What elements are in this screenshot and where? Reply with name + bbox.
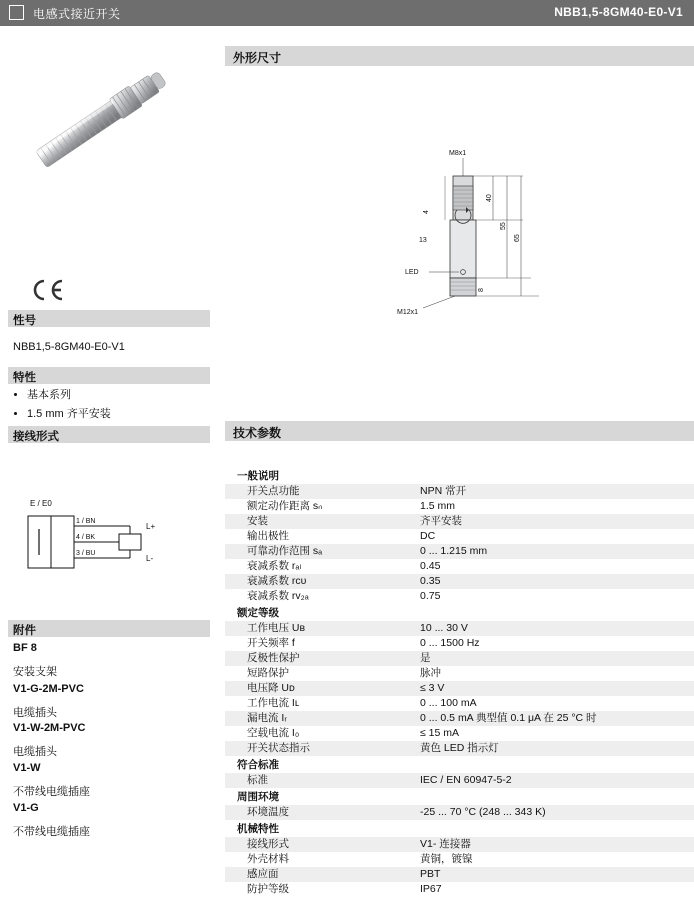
- accessory-desc: 安装支架: [13, 666, 57, 678]
- spec-value: PBT: [420, 867, 694, 882]
- list-item: • 基本系列: [27, 386, 111, 402]
- accessory-name: V1-G: [13, 802, 39, 814]
- spec-key: 开关状态指示: [225, 741, 420, 756]
- spec-key: 安装: [225, 514, 420, 529]
- spec-value: 0 ... 1.215 mm: [420, 544, 694, 559]
- terminal-lminus: L-: [146, 554, 154, 563]
- specs-heading: 技术参数: [225, 421, 694, 441]
- spec-value: ≤ 15 mA: [420, 727, 460, 739]
- spec-value: 黄色 LED 指示灯: [420, 741, 694, 756]
- section-heading-accessories: 附件: [8, 620, 210, 637]
- header-title: 电感式接近开关: [33, 7, 121, 21]
- ce-mark-icon: [30, 278, 64, 302]
- spec-key: 输出极性: [247, 530, 289, 542]
- feature-list: [13, 386, 111, 424]
- model-value: NBB1,5-8GM40-E0-V1: [13, 341, 125, 353]
- wiring-label: E / E0: [30, 499, 52, 508]
- spec-key: 开关点功能: [225, 484, 420, 499]
- dim-65: 65: [514, 234, 521, 242]
- section-heading-wiring: 接线形式: [8, 426, 210, 443]
- spec-value: 是: [420, 651, 694, 666]
- list-item: • 1.5 mm 齐平安装: [27, 405, 111, 421]
- label-thread-bottom: M12x1: [397, 309, 419, 316]
- section-heading-model: 性号: [8, 310, 210, 327]
- spec-key: 外壳材料: [247, 853, 289, 865]
- spec-key: 开关频率 f: [247, 637, 295, 649]
- label-thread-top: M8x1: [449, 150, 467, 157]
- dimensions-heading: 外形尺寸: [225, 46, 694, 66]
- dim-8: 8: [478, 288, 485, 292]
- square-logo-icon: [9, 5, 24, 20]
- spec-key: 工作电流 Iʟ: [247, 697, 300, 709]
- header-part-number: NBB1,5-8GM40-E0-V1: [554, 5, 683, 19]
- accessory-name: V1-G-2M-PVC: [13, 683, 84, 695]
- spec-value: 0 ... 0.5 mA 典型值 0.1 μA 在 25 °C 时: [420, 711, 694, 726]
- wiring-diagram: [18, 496, 203, 601]
- dim-4: 4: [423, 210, 430, 214]
- spec-key: 反极性保护: [225, 651, 420, 666]
- wire-pin-1: 1 / BN: [76, 518, 96, 525]
- spec-value: 0.45: [420, 560, 441, 572]
- spec-value: ≤ 3 V: [420, 681, 694, 696]
- accessory-name: BF 8: [13, 642, 37, 654]
- spec-key: 空载电流 I₀: [247, 727, 300, 739]
- spec-group-heading: 符合标准: [237, 759, 279, 771]
- terminal-lplus: L+: [146, 522, 156, 531]
- spec-key: 衰减系数 rₐₗ: [247, 560, 302, 572]
- spec-value: 1.5 mm: [420, 500, 456, 512]
- left-column: [0, 26, 218, 866]
- spec-key: 环境温度: [225, 805, 420, 820]
- spec-key: 额定动作距离 sₙ: [247, 500, 323, 512]
- spec-value: IEC / EN 60947-5-2: [420, 773, 694, 788]
- dim-40: 40: [486, 194, 493, 202]
- spec-key: 工作电压 Uʙ: [225, 621, 420, 636]
- spec-group-heading: 机械特性: [237, 823, 279, 835]
- dim-55: 55: [500, 222, 507, 230]
- label-led: LED: [405, 269, 419, 276]
- spec-key: 感应面: [225, 867, 420, 882]
- spec-value: 脉冲: [420, 667, 441, 679]
- spec-key: 衰减系数 rᴠ₂ₐ: [247, 590, 309, 602]
- spec-key: 防护等级: [247, 883, 289, 895]
- spec-value: 0 ... 1500 Hz: [420, 637, 480, 649]
- spec-key: 电压降 Uᴅ: [225, 681, 420, 696]
- spec-value: DC: [420, 530, 436, 542]
- spec-value: 黄铜，镀镍: [420, 853, 473, 865]
- spec-value: NPN 常开: [420, 484, 694, 499]
- accessory-desc: 不带线电缆插座: [13, 826, 90, 838]
- spec-value: 齐平安装: [420, 514, 694, 529]
- accessory-desc: 电缆插头: [13, 746, 57, 758]
- spec-value: V1- 连接器: [420, 837, 694, 852]
- spec-value: 0.75: [420, 590, 441, 602]
- spec-key: 标准: [225, 773, 420, 788]
- spec-value: 0.35: [420, 574, 694, 589]
- spec-key: 衰减系数 rᴄᴜ: [225, 574, 420, 589]
- right-column: [225, 26, 694, 895]
- accessory-name: V1-W-2M-PVC: [13, 722, 86, 734]
- spec-key: 漏电流 Iᵣ: [225, 711, 420, 726]
- dim-13: 13: [419, 237, 427, 244]
- spec-group-heading: 一般说明: [237, 470, 279, 482]
- spec-key: 接线形式: [225, 837, 420, 852]
- page-header: [0, 0, 694, 26]
- wire-pin-3: 3 / BU: [76, 550, 96, 557]
- specification-table: [225, 467, 694, 897]
- accessory-desc: 不带线电缆插座: [13, 786, 90, 798]
- spec-key: 可靠动作范围 sₐ: [225, 544, 420, 559]
- wire-pin-4: 4 / BK: [76, 534, 96, 541]
- spec-value: -25 ... 70 °C (248 ... 343 K): [420, 805, 694, 820]
- accessory-desc: 电缆插头: [13, 707, 57, 719]
- product-photo: [0, 40, 218, 190]
- spec-group-heading: 周围环境: [237, 791, 279, 803]
- spec-value: 0 ... 100 mA: [420, 697, 477, 709]
- accessory-name: V1-W: [13, 762, 41, 774]
- spec-value: IP67: [420, 883, 442, 895]
- spec-key: 短路保护: [247, 667, 289, 679]
- dimension-drawing: [395, 144, 595, 344]
- spec-value: 10 ... 30 V: [420, 621, 694, 636]
- spec-group-heading: 额定等级: [237, 607, 279, 619]
- section-heading-features: 特性: [8, 367, 210, 384]
